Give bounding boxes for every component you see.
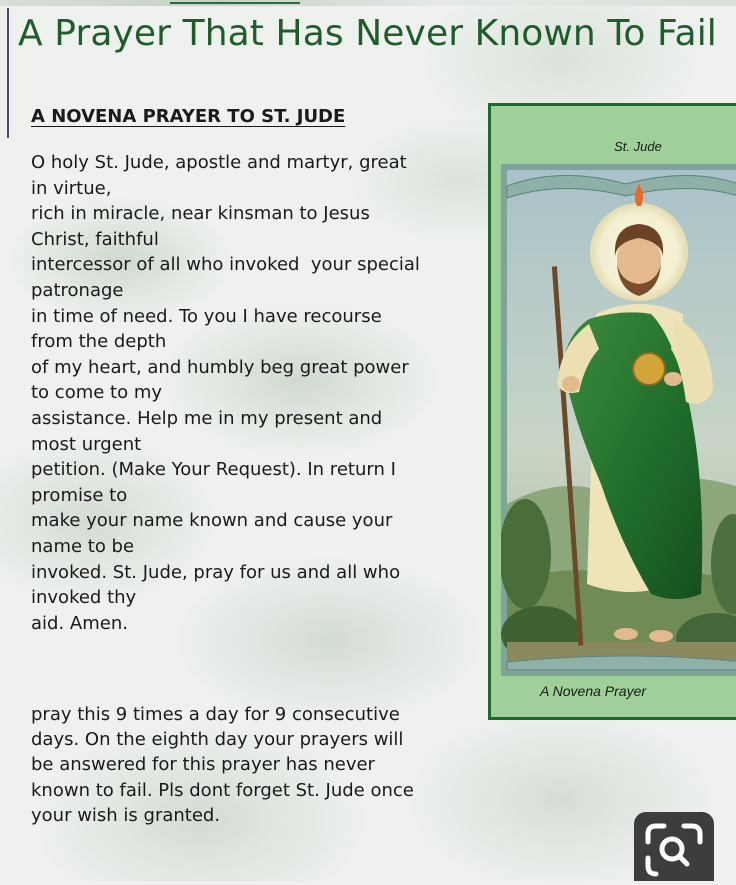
prayer-line: promise to [31,484,128,506]
prayer-card [488,103,736,720]
prayer-line: in virtue, [31,177,112,199]
prayer-line: of my heart, and humbly beg great power [31,356,409,378]
top-strip [0,0,736,6]
instruction-line: be answered for this prayer has never [31,754,375,776]
title-rule [7,8,9,138]
prayer-line: aid. Amen. [31,612,128,634]
prayer-line: rich in miracle, near kinsman to Jesus [31,203,370,225]
section-heading: A NOVENA PRAYER TO ST. JUDE [31,106,346,127]
prayer-line: petition. (Make Your Request). In return I [31,459,396,481]
prayer-text [31,150,471,636]
prayer-line: assistance. Help me in my present and [31,407,383,429]
lens-search-button[interactable] [634,812,714,881]
card-caption-bottom: A Novena Prayer [539,683,647,699]
prayer-line: intercessor of all who invoked your special [31,254,420,276]
card-caption-top: St. Jude [614,139,662,154]
instruction-line: pray this 9 times a day for 9 consecutive [31,704,400,725]
instruction-line: days. On the eighth day your prayers will [31,729,404,751]
page-title: A Prayer That Has Never Known To Fail [18,13,717,54]
prayer-line: invoked. St. Jude, pray for us and all who [31,561,401,583]
instructions-text [31,702,471,828]
lens-search-icon [634,812,714,881]
instruction-line: known to fail. Pls dont forget St. Jude once [31,779,414,801]
prayer-line: most urgent [31,433,142,455]
prayer-line: name to be [31,535,135,557]
saint-jude-illustration [501,164,736,676]
prayer-line: O holy St. Jude, apostle and martyr, great [31,152,407,173]
prayer-line: make your name known and cause your [31,510,393,532]
prayer-line: invoked thy [31,587,137,609]
prayer-line: from the depth [31,331,167,353]
prayer-line: in time of need. To you I have recourse [31,305,382,327]
instruction-line: your wish is granted. [31,804,221,826]
prayer-line: patronage [31,279,124,301]
prayer-line: Christ, faithful [31,228,159,250]
prayer-line: to come to my [31,382,163,404]
